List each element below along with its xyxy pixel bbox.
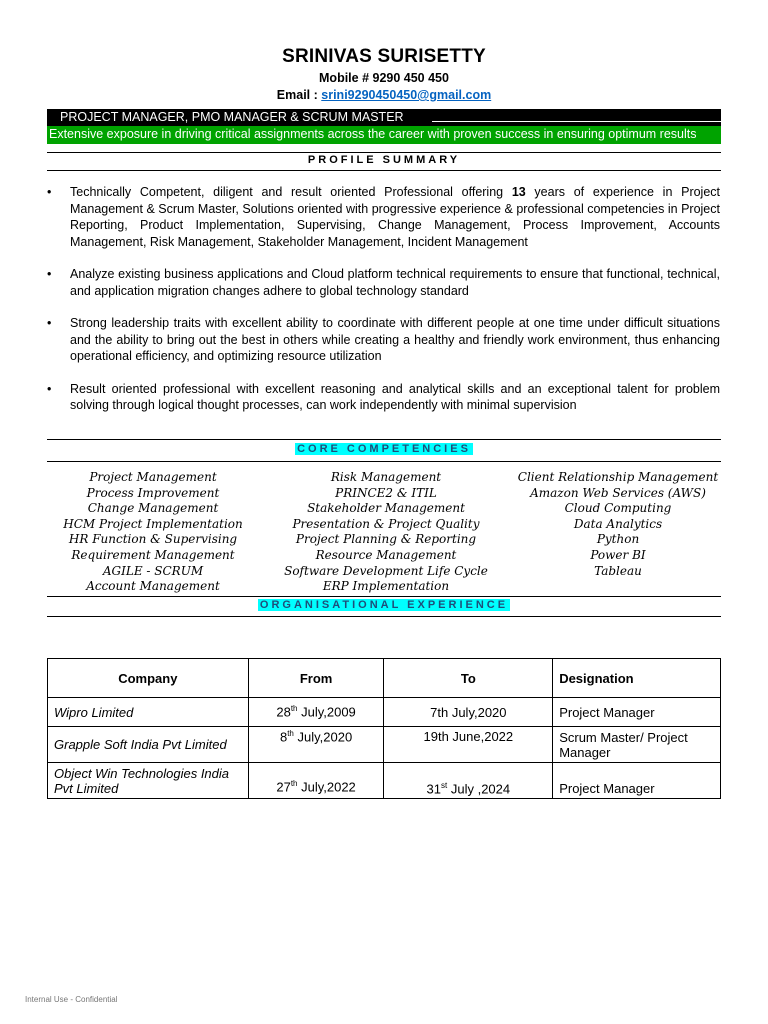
candidate-name: SRINIVAS SURISETTY [282,46,486,67]
bullet-icon: • [47,267,52,281]
divider [47,616,721,617]
list-item: Requirement Management [71,547,235,562]
competency-column-1 [58,470,248,595]
list-item: Amazon Web Services (AWS) [530,485,706,500]
list-item: Account Management [86,579,220,594]
profile-summary-heading: PROFILE SUMMARY [307,154,461,166]
email-label: Email : [276,88,322,102]
list-item: Stakeholder Management [307,501,465,516]
confidentiality-footer: Internal Use - Confidential [25,995,118,1004]
bullet-text: Technically Competent, diligent and result oriented Professional offering 13 years of experience in Project Management & Scrum Master, Solutions oriented with progressive experience & professional competencies in Project Reporting, Product Implementation, Supervising, Change Management, Process Improvement, Accounts Management, Risk Management, Stakeholder Management, Incident Management [70,185,721,249]
years-count: 13 [511,185,526,199]
profile-bullets [47,184,720,430]
roles-underline [432,121,754,122]
list-item: Power BI [590,547,646,562]
list-item: Python [596,532,640,547]
list-item: Presentation & Project Quality [292,516,480,531]
roles-bar [47,109,721,126]
table-header-row [48,659,721,698]
list-item: Tableau [594,563,642,578]
list-item: Client Relationship Management [517,470,719,484]
column-header-company: Company [48,659,249,698]
bullet-text: Result oriented professional with excellent reasoning and analytical skills and an exceptional talent for problem solving through logical thought processes, can work independently with minimal supervision [70,381,720,412]
bullet-icon: • [47,185,52,199]
bullet-icon: • [47,381,52,396]
divider [47,461,721,462]
list-item [47,184,720,250]
designation-cell: Project Manager [553,698,721,727]
company-cell: Object Win Technologies India Pvt Limited [48,763,249,799]
list-item: Project Planning & Reporting [295,532,477,547]
designation-cell: Scrum Master/ Project Manager [553,727,721,763]
column-header-from: From [248,659,384,698]
list-item: Cloud Computing [564,501,672,516]
list-item: AGILE - SCRUM [102,563,204,578]
email-link[interactable]: srini9290450450@gmail.com [321,88,492,102]
table-row [48,763,721,799]
table-row [48,698,721,727]
list-item: Risk Management [330,470,442,484]
from-cell: 28th July,2009 [248,698,384,727]
company-cell: Wipro Limited [48,698,249,727]
competency-column-3 [508,470,728,579]
designation-cell: Project Manager [553,763,721,799]
divider [47,439,721,440]
list-item [47,266,720,299]
divider [47,596,721,597]
table-row [48,727,721,763]
divider [47,152,721,153]
list-item: Data Analytics [573,516,663,531]
from-cell: 27th July,2022 [248,763,384,799]
bullet-icon: • [47,316,52,330]
email-line [0,88,768,102]
bullet-text: Strong leadership traits with excellent ability to coordinate with different people at one time under difficult situations and the ability to bring out the best in others while creating a healthy and friendly work environment, thus enhancing operational efficiency, and optimizing resource utilization [70,316,720,363]
list-item [47,381,720,414]
mobile-number: Mobile # 9290 450 450 [319,71,449,85]
list-item: HCM Project Implementation [63,516,243,531]
list-item: HR Function & Supervising [68,532,238,547]
column-header-to: To [384,659,553,698]
divider [47,170,721,171]
company-cell: Grapple Soft India Pvt Limited [48,727,249,763]
list-item: Resource Management [315,547,457,562]
to-cell: 7th July,2020 [384,698,553,727]
to-cell: 19th June,2022 [384,727,553,763]
from-cell: 8th July,2020 [248,727,384,763]
competency-column-2 [271,470,501,595]
list-item: ERP Implementation [322,579,450,594]
roles-text: PROJECT MANAGER, PMO MANAGER & SCRUM MASTER [60,110,404,124]
experience-table [47,658,721,799]
tagline-text: Extensive exposure in driving critical assignments across the career with proven success in ensuring optimum results [49,127,697,141]
list-item: Change Management [87,501,219,516]
list-item: Software Development Life Cycle [284,563,488,578]
list-item [47,315,720,365]
to-cell: 31st July ,2024 [384,763,553,799]
core-competencies-heading: CORE COMPETENCIES [297,443,471,455]
bullet-text: Analyze existing business applications and Cloud platform technical requirements to ensure that functional, technical, and application migration changes adhere to global technology standard [70,267,720,298]
organisational-experience-heading: ORGANISATIONAL EXPERIENCE [259,599,509,611]
column-header-designation: Designation [553,659,721,698]
tagline-bar [47,126,721,144]
list-item: Process Improvement [86,485,220,500]
list-item: Project Management [89,470,217,484]
list-item: PRINCE2 & ITIL [335,485,437,500]
